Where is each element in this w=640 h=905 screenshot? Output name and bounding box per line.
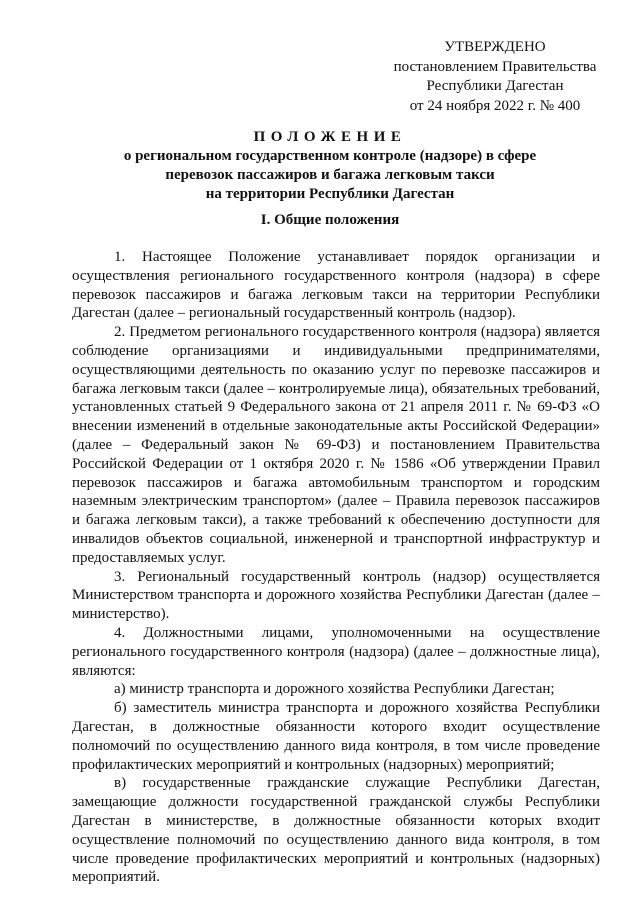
title-line-2: перевозок пассажиров и багажа легковым такси — [165, 167, 495, 183]
document-title — [80, 128, 580, 204]
approval-line-4: от 24 ноября 2022 г. № 400 — [409, 97, 581, 114]
approval-line-2: постановлением Правительства — [393, 58, 597, 75]
approval-line-3: Республики Дагестан — [426, 78, 564, 94]
approval-line-1: УТВЕРЖДЕНО — [444, 39, 546, 55]
paragraph-4b: б) заместитель министра транспорта и дорожного хозяйства Республики Дагестан, в должностные обязанности которого входит осуществление полномочий по осуществлению данного вида контроля, в том числе проведение профилактических мероприятий и контрольных (надзорных) мероприятий; — [72, 700, 600, 773]
paragraph-4a: а) министр транспорта и дорожного хозяйства Республики Дагестан; — [114, 681, 555, 698]
paragraph-1: 1. Настоящее Положение устанавливает порядок организации и осуществления регионального государственного контроля (надзора) в сфере перевозок пассажиров и багажа легковым такси на территории Республики Дагестан (далее – региональный государственный контроль (надзор). — [72, 249, 600, 322]
paragraph-4c: в) государственные гражданские служащие Республики Дагестан, замещающие должности государственной гражданской службы Республики Дагестан в министерстве, в должностные обязанности которых входит осуществление полномочий по осуществлению данного вида контроля, в том числе проведение профилактических мероприятий и контрольных (надзорных) мероприятий. — [72, 775, 600, 886]
paragraph-3: 3. Региональный государственный контроль (надзор) осуществляется Министерством транспорта и дорожного хозяйства Республики Дагестан (далее – министерство). — [72, 568, 600, 623]
approval-stamp — [380, 38, 610, 116]
paragraph-4: 4. Должностными лицами, уполномоченными на осуществление регионального государственного контроля (надзора) (далее – должностные лица), являются: — [72, 624, 600, 679]
paragraph-2: 2. Предметом регионального государственного контроля (надзора) является соблюдение организациями и индивидуальными предпринимателями, осуществляющими деятельность по оказанию услуг по перевозке пассажиров и багажа легковым такси (далее – контролируемые лица), обязательных требований, установленных статьей 9 Федерального закона от 21 апреля 2011 г. № 69-ФЗ «О внесении изменений в отдельные законодательные акты Российской Федерации» (далее – Федеральный закон № 69-ФЗ) и постановлением Правительства Российской Федерации от 1 октября 2020 г. № 1586 «Об утверждении Правил перевозок пассажиров и багажа автомобильным транспортом и городским наземным электрическим транспортом» (далее – Правила перевозок пассажиров и багажа легковым такси), а также требований к обеспечению доступности для инвалидов объектов социальной, инженерной и транспортной инфраструктур и предоставляемых услуг. — [72, 324, 600, 566]
title-heading: ПОЛОЖЕНИЕ — [253, 129, 407, 145]
title-line-3: на территории Республики Дагестан — [205, 186, 455, 202]
title-line-1: о региональном государственном контроле (надзоре) в сфере — [123, 148, 537, 164]
section-heading: I. Общие положения — [260, 212, 400, 228]
document-body — [72, 248, 600, 887]
